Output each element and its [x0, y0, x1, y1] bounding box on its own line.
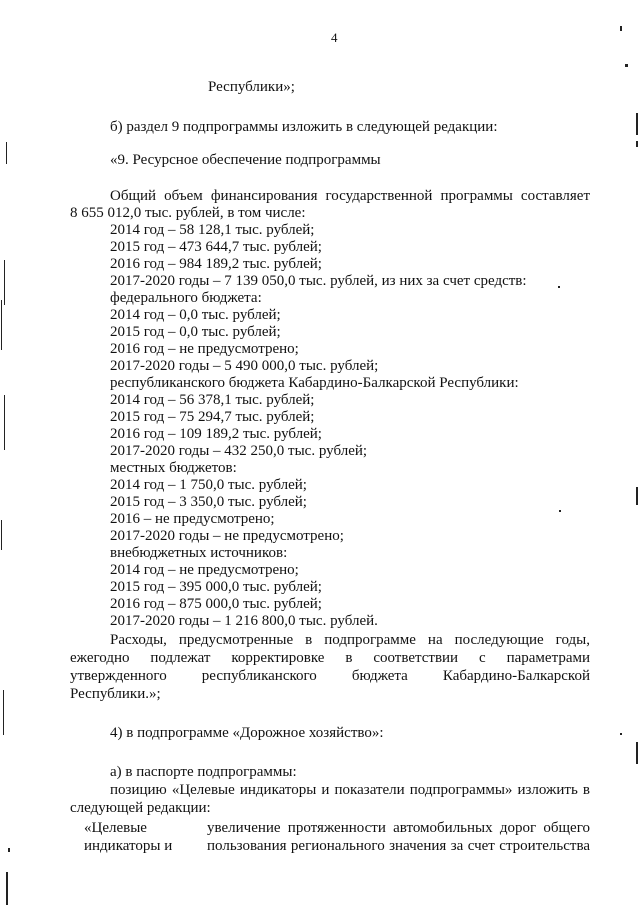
funding-line: 2017-2020 годы – 1 216 800,0 тыс. рублей.	[110, 613, 378, 629]
funding-source-heading: местных бюджетов:	[110, 460, 237, 476]
table-right-cell-line-1: увеличение протяженности автомобильных дорог общего	[207, 820, 590, 836]
funding-line: 2015 год – 75 294,7 тыс. рублей;	[110, 409, 315, 425]
scan-mark	[3, 690, 4, 735]
total-financing-line-1: Общий объем финансирования государственной программы составляет	[110, 188, 590, 204]
scan-mark	[625, 64, 628, 67]
expenses-line-1: Расходы, предусмотренные в подпрограмме на последующие годы,	[110, 632, 590, 648]
funding-line: 2014 год – не предусмотрено;	[110, 562, 299, 578]
funding-source-heading: федерального бюджета:	[110, 290, 262, 306]
table-left-cell-line-2: индикаторы и	[84, 838, 173, 854]
funding-source-heading: внебюджетных источников:	[110, 545, 288, 561]
scan-mark	[636, 113, 638, 135]
intro-line: Республики»;	[208, 79, 295, 95]
scan-mark	[6, 142, 7, 164]
funding-line: 2015 год – 0,0 тыс. рублей;	[110, 324, 281, 340]
table-right-cell-line-2: пользования регионального значения за счет строительства	[207, 838, 590, 854]
funding-line: 2016 год – 109 189,2 тыс. рублей;	[110, 426, 322, 442]
scan-mark	[559, 510, 561, 512]
scan-mark	[558, 286, 560, 288]
total-financing-line-2: 8 655 012,0 тыс. рублей, в том числе:	[70, 205, 306, 221]
funding-line: 2015 год – 473 644,7 тыс. рублей;	[110, 239, 322, 255]
funding-line: 2015 год – 3 350,0 тыс. рублей;	[110, 494, 307, 510]
scan-mark	[620, 26, 622, 31]
funding-line: 2017-2020 годы – не предусмотрено;	[110, 528, 344, 544]
page-number: 4	[331, 30, 338, 45]
funding-source-heading: республиканского бюджета Кабардино-Балкарской Республики:	[110, 375, 519, 391]
scan-mark	[4, 260, 5, 305]
funding-line: 2014 год – 56 378,1 тыс. рублей;	[110, 392, 315, 408]
scan-mark	[1, 520, 2, 550]
funding-line: 2015 год – 395 000,0 тыс. рублей;	[110, 579, 322, 595]
scan-mark	[620, 733, 622, 735]
funding-line: 2016 год – не предусмотрено;	[110, 341, 299, 357]
expenses-line-2: ежегодно подлежат корректировке в соответствии с параметрами	[70, 650, 590, 666]
position-line-2: следующей редакции:	[70, 800, 211, 816]
sub-a-heading: а) в паспорте подпрограммы:	[110, 764, 297, 780]
scan-mark	[636, 141, 638, 147]
funding-line: 2017-2020 годы – 432 250,0 тыс. рублей;	[110, 443, 368, 459]
funding-line: 2017-2020 годы – 7 139 050,0 тыс. рублей, из них за счет средств:	[110, 273, 527, 289]
funding-line: 2016 – не предусмотрено;	[110, 511, 275, 527]
scan-mark	[636, 742, 638, 764]
scan-mark	[6, 872, 8, 905]
scan-mark	[4, 395, 5, 450]
expenses-line-4: Республики.»;	[70, 686, 161, 702]
position-line-1: позицию «Целевые индикаторы и показатели подпрограммы» изложить в	[110, 782, 590, 798]
expenses-line-3: утвержденного республиканского бюджета Кабардино-Балкарской	[70, 668, 590, 684]
section-4-heading: 4) в подпрограмме «Дорожное хозяйство»:	[110, 725, 384, 741]
funding-line: 2014 год – 0,0 тыс. рублей;	[110, 307, 281, 323]
section-b-heading: б) раздел 9 подпрограммы изложить в следующей редакции:	[110, 119, 498, 135]
funding-line: 2016 год – 875 000,0 тыс. рублей;	[110, 596, 322, 612]
scan-mark	[636, 487, 638, 505]
section-title: «9. Ресурсное обеспечение подпрограммы	[110, 152, 381, 168]
table-left-cell-line-1: «Целевые	[84, 820, 147, 836]
funding-line: 2016 год – 984 189,2 тыс. рублей;	[110, 256, 322, 272]
funding-line: 2014 год – 58 128,1 тыс. рублей;	[110, 222, 315, 238]
scan-mark	[8, 848, 10, 852]
funding-line: 2017-2020 годы – 5 490 000,0 тыс. рублей;	[110, 358, 379, 374]
scan-mark	[1, 300, 2, 350]
funding-line: 2014 год – 1 750,0 тыс. рублей;	[110, 477, 307, 493]
